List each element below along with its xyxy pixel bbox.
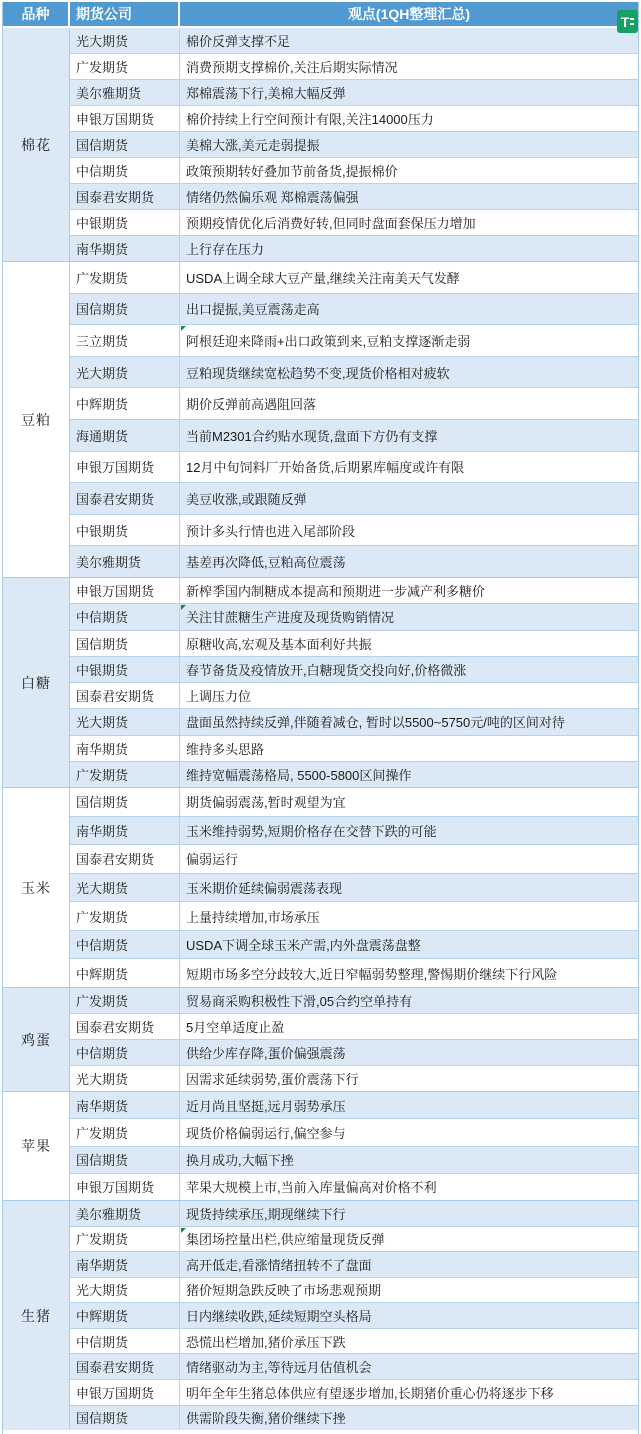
viewpoint-text: 供需阶段失衡,猪价继续下挫 [186,1411,346,1427]
viewpoint-text: 5月空单适度止盈 [186,1020,285,1035]
table-row [70,788,638,817]
viewpoint-text: 供给少库存降,蛋价偏强震荡 [186,1046,346,1061]
viewpoint-text: 关注甘蔗糖生产进度及现货购销情况 [186,610,395,626]
table-row [70,515,638,547]
company-cell: 美尔雅期货 [70,80,180,105]
viewpoint-text: 期价反弹前高遇阻回落 [186,397,317,413]
viewpoint-text: 上量持续增加,市场承压 [186,909,320,925]
viewpoint-cell [180,1406,638,1431]
table-row [70,420,638,452]
variety-section-2 [3,262,638,578]
section-rows [70,1201,638,1430]
section-rows [70,28,638,261]
company-cell: 国泰君安期货 [70,1014,180,1039]
viewpoint-text: 预计多头行情也进入尾部阶段 [186,523,356,539]
viewpoint-text: 猪价短期急跌反映了市场悲观预期 [186,1283,382,1299]
viewpoint-cell [180,817,638,845]
viewpoint-cell [180,683,638,708]
viewpoint-cell [180,184,638,209]
viewpoint-cell [180,1174,638,1200]
viewpoint-text: 豆粕现货继续宽松趋势不变,现货价格相对疲软 [186,365,450,381]
company-cell: 美尔雅期货 [70,1201,180,1226]
company-cell: 三立期货 [70,325,180,356]
comment-marker-icon [181,605,186,610]
viewpoint-cell [180,1354,638,1379]
viewpoint-cell [180,452,638,483]
table-row [70,357,638,389]
viewpoint-cell [180,1066,638,1091]
table-row [70,709,638,735]
table-row [70,1147,638,1174]
company-cell: 申银万国期货 [70,106,180,131]
viewpoint-cell [180,1329,638,1354]
company-cell: 申银万国期货 [70,578,180,603]
viewpoint-text: 偏弱运行 [186,852,239,868]
table-row [70,657,638,683]
viewpoint-cell [180,54,638,79]
viewpoint-text: 阿根廷迎来降雨+出口政策到来,豆粕支撑逐渐走弱 [186,333,471,349]
viewpoint-cell [180,1147,638,1173]
company-cell: 国泰君安期货 [70,683,180,708]
table-row [70,736,638,762]
section-rows [70,988,638,1091]
viewpoint-cell [180,657,638,682]
company-cell: 广发期货 [70,1227,180,1252]
company-cell: 南华期货 [70,1092,180,1118]
table-row [70,1227,638,1253]
company-cell: 南华期货 [70,817,180,845]
viewpoint-text: 上行存在压力 [186,242,265,257]
table-row [70,959,638,987]
viewpoint-text: 现货持续承压,期现继续下行 [186,1206,346,1222]
futures-opinion-table [2,2,639,1434]
viewpoint-text: 期货偏弱震荡,暂时观望为宜 [186,795,346,811]
variety-section-6 [3,1092,638,1201]
table-row [70,604,638,630]
viewpoint-text: 郑棉震荡下行,美棉大幅反弹 [186,86,346,101]
company-cell: 光大期货 [70,1278,180,1303]
variety-cell: 玉米 [3,788,70,987]
company-cell: 广发期货 [70,988,180,1013]
viewpoint-cell [180,1119,638,1145]
viewpoint-cell [180,262,638,293]
viewpoint-text: 维持宽幅震荡格局, 5500-5800区间操作 [186,767,412,783]
viewpoint-text: 维持多头思路 [186,741,265,757]
variety-cell: 豆粕 [3,262,70,577]
viewpoint-cell [180,902,638,930]
viewpoint-cell [180,988,638,1013]
table-row [70,546,638,577]
comment-marker-icon [181,326,186,331]
viewpoint-cell [180,1380,638,1405]
company-cell: 广发期货 [70,54,180,79]
table-row [70,1040,638,1066]
variety-cell: 白糖 [3,578,70,787]
table-row [70,80,638,106]
viewpoint-cell [180,604,638,629]
viewpoint-text: 近月尚且坚挺,远月弱势承压 [186,1098,346,1114]
table-row [70,1380,638,1406]
viewpoint-cell [180,294,638,325]
viewpoint-text: 12月中旬饲料厂开始备货,后期累库幅度或许有限 [186,460,465,476]
company-cell: 国信期货 [70,788,180,816]
variety-cell: 生猪 [3,1201,70,1430]
viewpoint-cell [180,357,638,388]
company-cell: 中信期货 [70,604,180,629]
company-cell: 中辉期货 [70,959,180,987]
viewpoint-text: 因需求延续弱势,蛋价震荡下行 [186,1072,359,1087]
viewpoint-cell [180,420,638,451]
viewpoint-cell [180,874,638,902]
company-cell: 国信期货 [70,1147,180,1173]
viewpoint-text: 新榨季国内制糖成本提高和预期进一步减产利多糖价 [186,584,486,600]
viewpoint-cell [180,1201,638,1226]
company-cell: 国泰君安期货 [70,1354,180,1379]
table-row [70,1201,638,1227]
table-row [70,1278,638,1304]
viewpoint-text: 情绪驱动为主,等待远月估值机会 [186,1360,372,1376]
viewpoint-text: 恐慌出栏增加,猪价承压下跌 [186,1334,346,1350]
viewpoint-text: 换月成功,大幅下挫 [186,1153,294,1169]
table-row [70,325,638,357]
viewpoint-text: 美豆收涨,或跟随反弹 [186,491,307,507]
table-row [70,1119,638,1146]
company-cell: 南华期货 [70,1252,180,1277]
viewpoint-text: USDA上调全球大豆产量,继续关注南美天气发酵 [186,270,460,286]
viewpoint-text: 基差再次降低,豆粕高位震荡 [186,555,346,571]
viewpoint-text: 集团场控量出栏,供应缩量现货反弹 [186,1232,385,1248]
table-row [70,683,638,709]
viewpoint-cell [180,578,638,603]
viewpoint-text: 原糖收高,宏观及基本面利好共振 [186,636,372,652]
company-cell: 申银万国期货 [70,1174,180,1200]
viewpoint-text: 现货价格偏弱运行,偏空参与 [186,1125,346,1141]
viewpoint-text: 贸易商采购积极性下滑,05合约空单持有 [186,994,413,1009]
company-cell: 中银期货 [70,515,180,546]
logo-watermark-badge [617,10,638,33]
table-row [70,1303,638,1329]
company-cell: 光大期货 [70,709,180,734]
section-rows [70,1092,638,1200]
viewpoint-text: 消费预期支撑棉价,关注后期实际情况 [186,60,398,75]
viewpoint-text: 棉价持续上行空间预计有限,关注14000压力 [186,112,434,127]
table-row [70,1329,638,1355]
table-row [70,1092,638,1119]
company-cell: 南华期货 [70,236,180,261]
viewpoint-text: 明年全年生猪总体供应有望逐步增加,长期猪价重心仍将逐步下移 [186,1385,554,1401]
header-variety: 品种 [3,2,70,26]
viewpoint-cell [180,546,638,577]
viewpoint-text: 上调压力位 [186,689,252,705]
variety-cell: 棉花 [3,28,70,261]
company-cell: 申银万国期货 [70,452,180,483]
company-cell: 光大期货 [70,874,180,902]
table-row [70,388,638,420]
viewpoint-text: 高开低走,看涨情绪扭转不了盘面 [186,1257,372,1273]
table-row [70,483,638,515]
table-row [70,931,638,960]
company-cell: 中辉期货 [70,1303,180,1328]
viewpoint-text: 预期疫情优化后消费好转,但同时盘面套保压力增加 [186,216,476,231]
table-row [70,106,638,132]
company-cell: 国泰君安期货 [70,845,180,873]
viewpoint-text: 短期市场多空分歧较大,近日窄幅弱势整理,警惕期价继续下行风险 [186,966,558,982]
viewpoint-text: 美棉大涨,美元走弱提振 [186,138,320,153]
viewpoint-cell [180,1014,638,1039]
viewpoint-text: 当前M2301合约贴水现货,盘面下方仍有支撑 [186,428,438,444]
table-row [70,452,638,484]
variety-section-4 [3,788,638,988]
company-cell: 海通期货 [70,420,180,451]
viewpoint-cell [180,1040,638,1065]
company-cell: 国泰君安期货 [70,184,180,209]
company-cell: 广发期货 [70,1119,180,1145]
viewpoint-text: 政策预期转好叠加节前备货,提振棉价 [186,164,398,179]
logo-lines-icon [630,18,634,25]
viewpoint-cell [180,1092,638,1118]
table-row [70,184,638,210]
viewpoint-cell [180,959,638,987]
viewpoint-cell [180,1252,638,1277]
table-row [70,578,638,604]
section-rows [70,578,638,787]
table-row [70,874,638,903]
company-cell: 国信期货 [70,631,180,656]
comment-marker-icon [181,1228,186,1233]
table-row [70,1066,638,1091]
table-row [70,902,638,931]
company-cell: 广发期货 [70,262,180,293]
logo-letter: T [620,13,630,30]
table-row [70,762,638,787]
table-row [70,1252,638,1278]
variety-section-7 [3,1201,638,1430]
company-cell: 中银期货 [70,657,180,682]
company-cell: 中信期货 [70,931,180,959]
company-cell: 中辉期货 [70,388,180,419]
viewpoint-cell [180,236,638,261]
viewpoint-cell [180,210,638,235]
viewpoint-text: 盘面虽然持续反弹,伴随着减仓, 暂时以5500~5750元/吨的区间对待 [186,715,565,731]
section-rows [70,788,638,987]
company-cell: 中信期货 [70,1040,180,1065]
table-row [70,132,638,158]
table-body [3,28,638,1434]
viewpoint-text: 玉米维持弱势,短期价格存在交替下跌的可能 [186,823,437,839]
company-cell: 广发期货 [70,762,180,787]
variety-section-5 [3,988,638,1092]
table-row [70,236,638,261]
table-row [70,210,638,236]
company-cell: 中信期货 [70,158,180,183]
table-row [70,28,638,54]
company-cell: 广发期货 [70,902,180,930]
viewpoint-cell [180,931,638,959]
header-company: 期货公司 [70,2,180,26]
company-cell: 光大期货 [70,357,180,388]
company-cell: 国信期货 [70,1406,180,1431]
table-row [70,262,638,294]
company-cell: 光大期货 [70,28,180,53]
table-row [70,1014,638,1040]
viewpoint-cell [180,709,638,734]
table-row [70,988,638,1014]
company-cell: 国信期货 [70,294,180,325]
viewpoint-cell [180,762,638,787]
viewpoint-cell [180,631,638,656]
company-cell: 国泰君安期货 [70,483,180,514]
viewpoint-cell [180,788,638,816]
viewpoint-text: USDA下调全球玉米产需,内外盘震荡盘整 [186,938,421,954]
table-row [70,845,638,874]
viewpoint-cell [180,325,638,356]
viewpoint-cell [180,1278,638,1303]
viewpoint-text: 情绪仍然偏乐观 郑棉震荡偏强 [186,190,359,205]
viewpoint-cell [180,28,638,53]
viewpoint-cell [180,1227,638,1252]
viewpoint-text: 春节备货及疫情放开,白糖现货交投向好,价格微涨 [186,662,467,678]
viewpoint-text: 玉米期价延续偏弱震荡表现 [186,881,343,897]
viewpoint-cell [180,80,638,105]
company-cell: 南华期货 [70,736,180,761]
variety-cell: 苹果 [3,1092,70,1200]
section-rows [70,262,638,577]
company-cell: 中信期货 [70,1329,180,1354]
viewpoint-text: 日内继续收跌,延续短期空头格局 [186,1309,372,1325]
viewpoint-cell [180,106,638,131]
company-cell: 光大期货 [70,1066,180,1091]
viewpoint-cell [180,132,638,157]
viewpoint-cell [180,736,638,761]
table-row [70,817,638,846]
viewpoint-text: 棉价反弹支撑不足 [186,34,291,49]
viewpoint-cell [180,1303,638,1328]
table-row [70,158,638,184]
variety-section-3 [3,578,638,788]
viewpoint-cell [180,483,638,514]
viewpoint-cell [180,158,638,183]
company-cell: 申银万国期货 [70,1380,180,1405]
viewpoint-cell [180,515,638,546]
company-cell: 国信期货 [70,132,180,157]
table-row [70,1406,638,1431]
table-row [70,1174,638,1200]
table-row [70,631,638,657]
viewpoint-cell [180,845,638,873]
company-cell: 中银期货 [70,210,180,235]
viewpoint-text: 出口提振,美豆震荡走高 [186,302,320,318]
company-cell: 美尔雅期货 [70,546,180,577]
viewpoint-cell [180,388,638,419]
viewpoint-text: 苹果大规模上市,当前入库量偏高对价格不利 [186,1180,437,1196]
table-row [70,294,638,326]
table-header [3,2,638,28]
variety-section-1 [3,28,638,262]
table-row [70,54,638,80]
table-row [70,1354,638,1380]
header-viewpoint: 观点(1QH整理汇总) [347,6,471,22]
variety-cell: 鸡蛋 [3,988,70,1091]
